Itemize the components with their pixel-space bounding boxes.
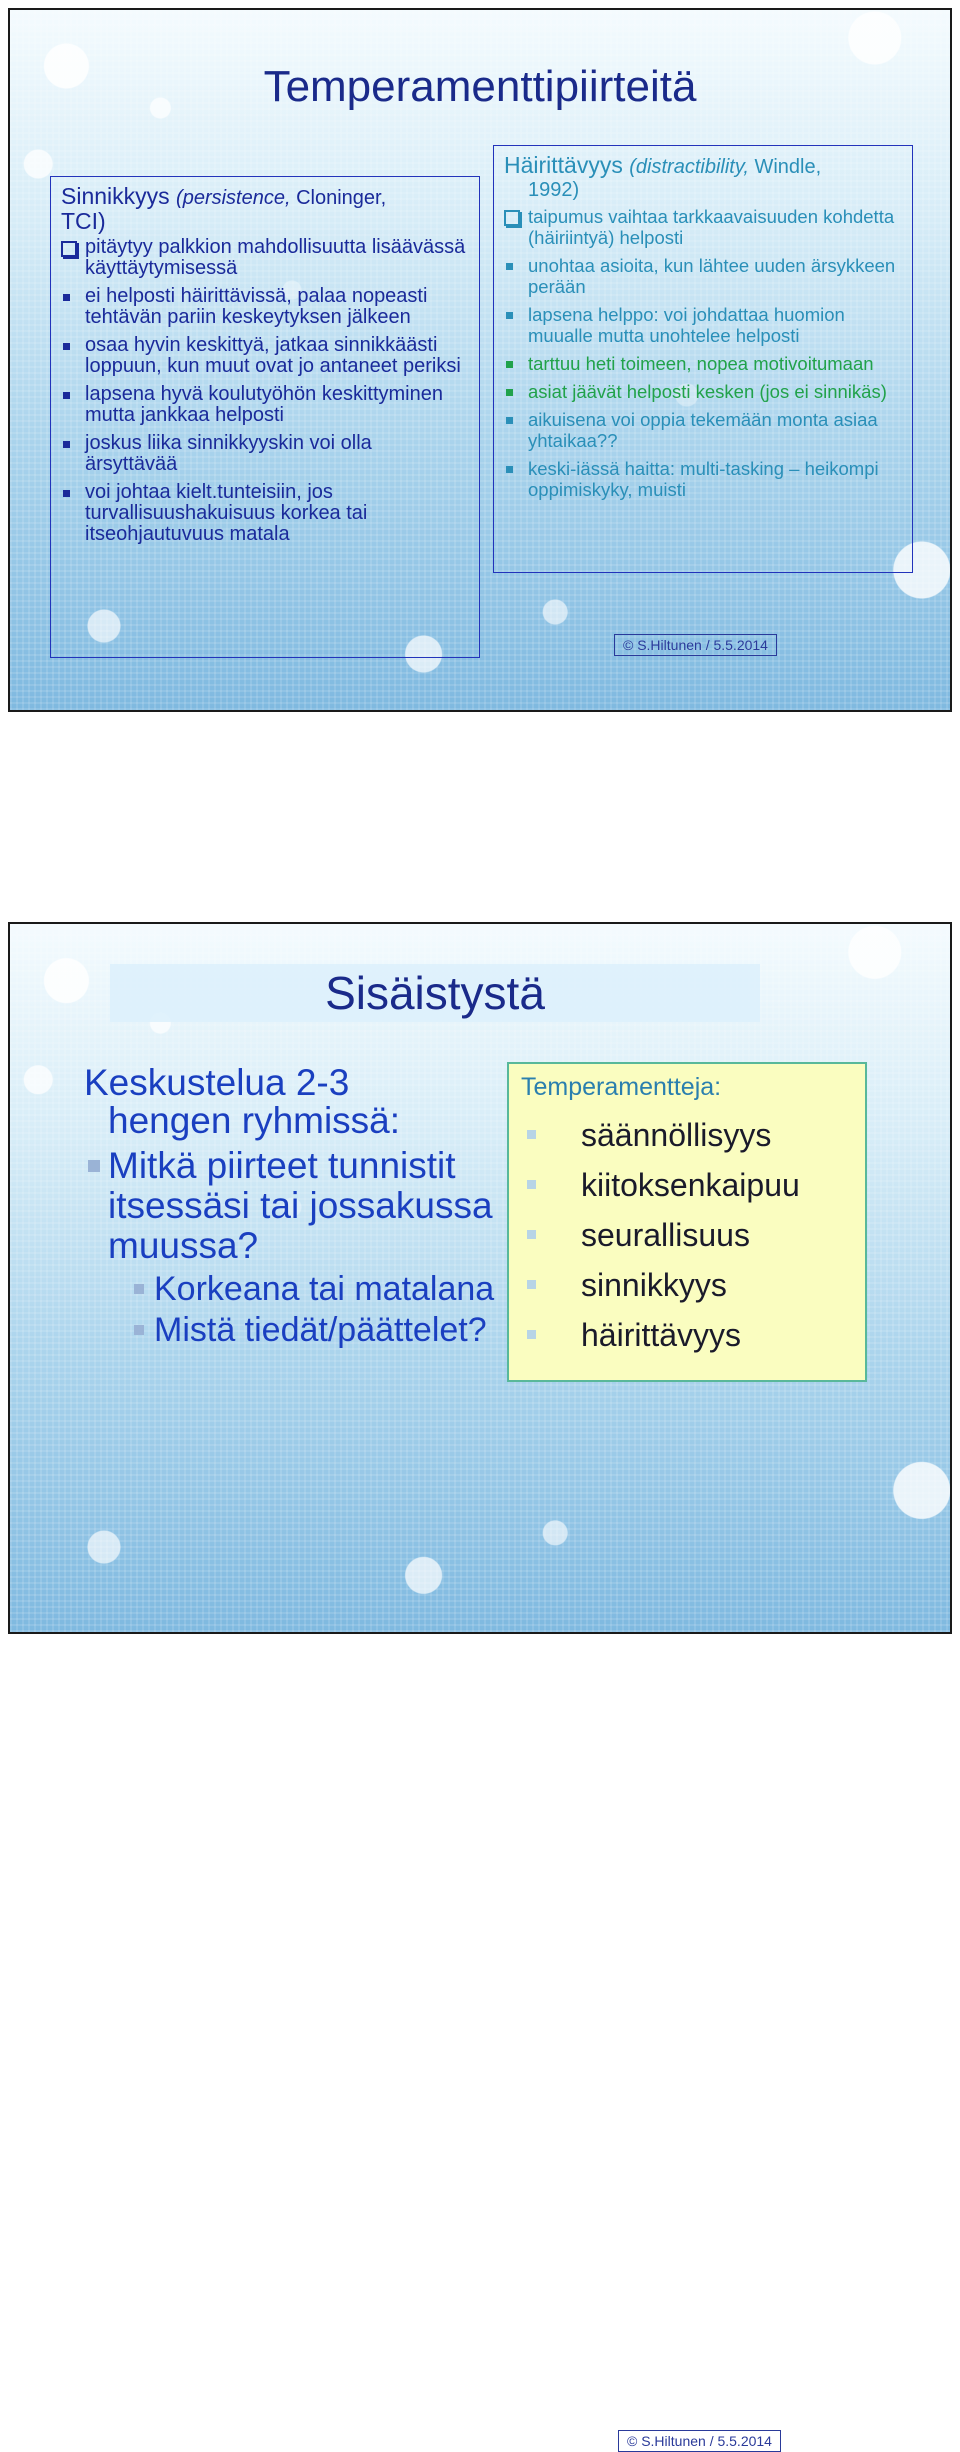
square-bullet-icon bbox=[506, 361, 513, 368]
sub-question-2 bbox=[84, 1313, 514, 1348]
list-item-text: häirittävyys bbox=[581, 1317, 742, 1353]
question-text: Mitkä piirteet tunnistit itsessäsi tai jossakussa muussa? bbox=[108, 1145, 493, 1266]
persistence-list bbox=[61, 237, 469, 545]
list-item-text: lapsena hyvä koulutyöhön keskittyminen mutta jankkaa helposti bbox=[85, 383, 443, 426]
list-item-text: sinnikkyys bbox=[581, 1267, 727, 1303]
heading-term: Sinnikkyys bbox=[61, 183, 170, 209]
heading-latin: (persistence, bbox=[176, 187, 291, 209]
sub-question-text: Korkeana tai matalana bbox=[154, 1270, 495, 1308]
heading-term: Häirittävyys bbox=[504, 152, 623, 178]
list-item-text: keski-iässä haitta: multi-tasking – heikompi oppimiskyky, muisti bbox=[528, 458, 879, 500]
list-item bbox=[61, 433, 469, 475]
discussion-prompt bbox=[84, 1064, 514, 1348]
list-item-text: asiat jäävät helposti kesken (jos ei sinnikäs) bbox=[528, 381, 887, 402]
discussion-line-2: hengen ryhmissä: bbox=[108, 1100, 401, 1141]
temperaments-list bbox=[521, 1110, 853, 1360]
slide-title: Temperamenttipiirteitä bbox=[263, 62, 697, 111]
list-item-text: seurallisuus bbox=[581, 1217, 750, 1253]
persistence-heading bbox=[61, 185, 469, 233]
list-item bbox=[61, 286, 469, 328]
square-bullet-icon bbox=[527, 1280, 536, 1289]
slide-title: Sisäistystä bbox=[325, 967, 545, 1019]
square-bullet-icon bbox=[134, 1284, 144, 1294]
discussion-line-1: Keskustelua 2-3 bbox=[84, 1062, 350, 1103]
list-item-text: aikuisena voi oppia tekemään monta asiaa yhtaikaa?? bbox=[528, 409, 878, 451]
list-item bbox=[504, 409, 902, 451]
square-bullet-icon bbox=[63, 392, 70, 399]
temperaments-box bbox=[507, 1062, 867, 1382]
list-item bbox=[521, 1160, 853, 1210]
sub-question-text: Mistä tiedät/päättelet? bbox=[154, 1311, 487, 1349]
list-item-text: lapsena helppo: voi johdattaa huomion muualle mutta unohtelee helposti bbox=[528, 304, 845, 346]
heading-citation-line2: TCI) bbox=[61, 208, 106, 234]
checkbox-bullet-icon bbox=[504, 210, 520, 226]
distractibility-list bbox=[504, 206, 902, 500]
list-item bbox=[504, 304, 902, 346]
square-bullet-icon bbox=[506, 466, 513, 473]
slide-temperament-traits bbox=[8, 8, 952, 712]
square-bullet-icon bbox=[527, 1180, 536, 1189]
list-item bbox=[504, 381, 902, 402]
square-bullet-icon bbox=[506, 417, 513, 424]
list-item bbox=[504, 255, 902, 297]
list-item bbox=[504, 458, 902, 500]
square-bullet-icon bbox=[63, 490, 70, 497]
list-item-text: kiitoksenkaipuu bbox=[581, 1167, 800, 1203]
temperaments-heading: Temperamentteja: bbox=[521, 1073, 722, 1101]
distractibility-heading bbox=[504, 154, 902, 202]
square-bullet-icon bbox=[88, 1160, 100, 1172]
copyright-footer: © S.Hiltunen / 5.5.2014 bbox=[614, 634, 777, 656]
list-item-text: taipumus vaihtaa tarkkaavaisuuden kohdetta (häiriintyä) helposti bbox=[528, 206, 895, 248]
copyright-footer: © S.Hiltunen / 5.5.2014 bbox=[618, 2430, 781, 2452]
sub-question-1 bbox=[84, 1272, 514, 1307]
square-bullet-icon bbox=[134, 1325, 144, 1335]
list-item bbox=[61, 335, 469, 377]
checkbox-bullet-icon bbox=[61, 241, 77, 257]
square-bullet-icon bbox=[63, 294, 70, 301]
list-item bbox=[521, 1310, 853, 1360]
list-item-text: unohtaa asioita, kun lähtee uuden ärsykkeen perään bbox=[528, 255, 896, 297]
list-item-text: voi johtaa kielt.tunteisiin, jos turvallisuushakuisuus korkea tai itseohjautuvuus matala bbox=[85, 481, 368, 545]
heading-citation: Windle, bbox=[748, 156, 822, 178]
slide-internalization bbox=[8, 922, 952, 2449]
list-item-text: ei helposti häirittävissä, palaa nopeasti tehtävän pariin keskeytyksen jälkeen bbox=[85, 285, 428, 328]
square-bullet-icon bbox=[527, 1230, 536, 1239]
list-item-text: säännöllisyys bbox=[581, 1117, 772, 1153]
list-item-text: osaa hyvin keskittyä, jatkaa sinnikkäästi loppuun, kun muut ovat jo antaneet periksi bbox=[85, 334, 461, 377]
list-item bbox=[521, 1210, 853, 1260]
heading-citation-line2: 1992) bbox=[528, 179, 580, 201]
list-item bbox=[521, 1260, 853, 1310]
heading-latin: (distractibility, bbox=[629, 156, 749, 178]
heading-citation: Cloninger, bbox=[290, 187, 387, 209]
discussion-question bbox=[84, 1146, 514, 1266]
list-item-text: tarttuu heti toimeen, nopea motivoitumaan bbox=[528, 353, 874, 374]
square-bullet-icon bbox=[527, 1130, 536, 1139]
distractibility-box bbox=[493, 145, 913, 573]
square-bullet-icon bbox=[63, 441, 70, 448]
list-item-text: joskus liika sinnikkyyskin voi olla ärsyttävää bbox=[85, 432, 372, 475]
list-item bbox=[61, 384, 469, 426]
square-bullet-icon bbox=[63, 343, 70, 350]
square-bullet-icon bbox=[527, 1330, 536, 1339]
list-item bbox=[61, 237, 469, 279]
list-item bbox=[521, 1110, 853, 1160]
list-item bbox=[61, 482, 469, 545]
persistence-box bbox=[50, 176, 480, 658]
list-item bbox=[504, 353, 902, 374]
list-item bbox=[504, 206, 902, 248]
square-bullet-icon bbox=[506, 389, 513, 396]
list-item-text: pitäytyy palkkion mahdollisuutta lisäävässä käyttäytymisessä bbox=[85, 236, 466, 279]
square-bullet-icon bbox=[506, 312, 513, 319]
square-bullet-icon bbox=[506, 263, 513, 270]
